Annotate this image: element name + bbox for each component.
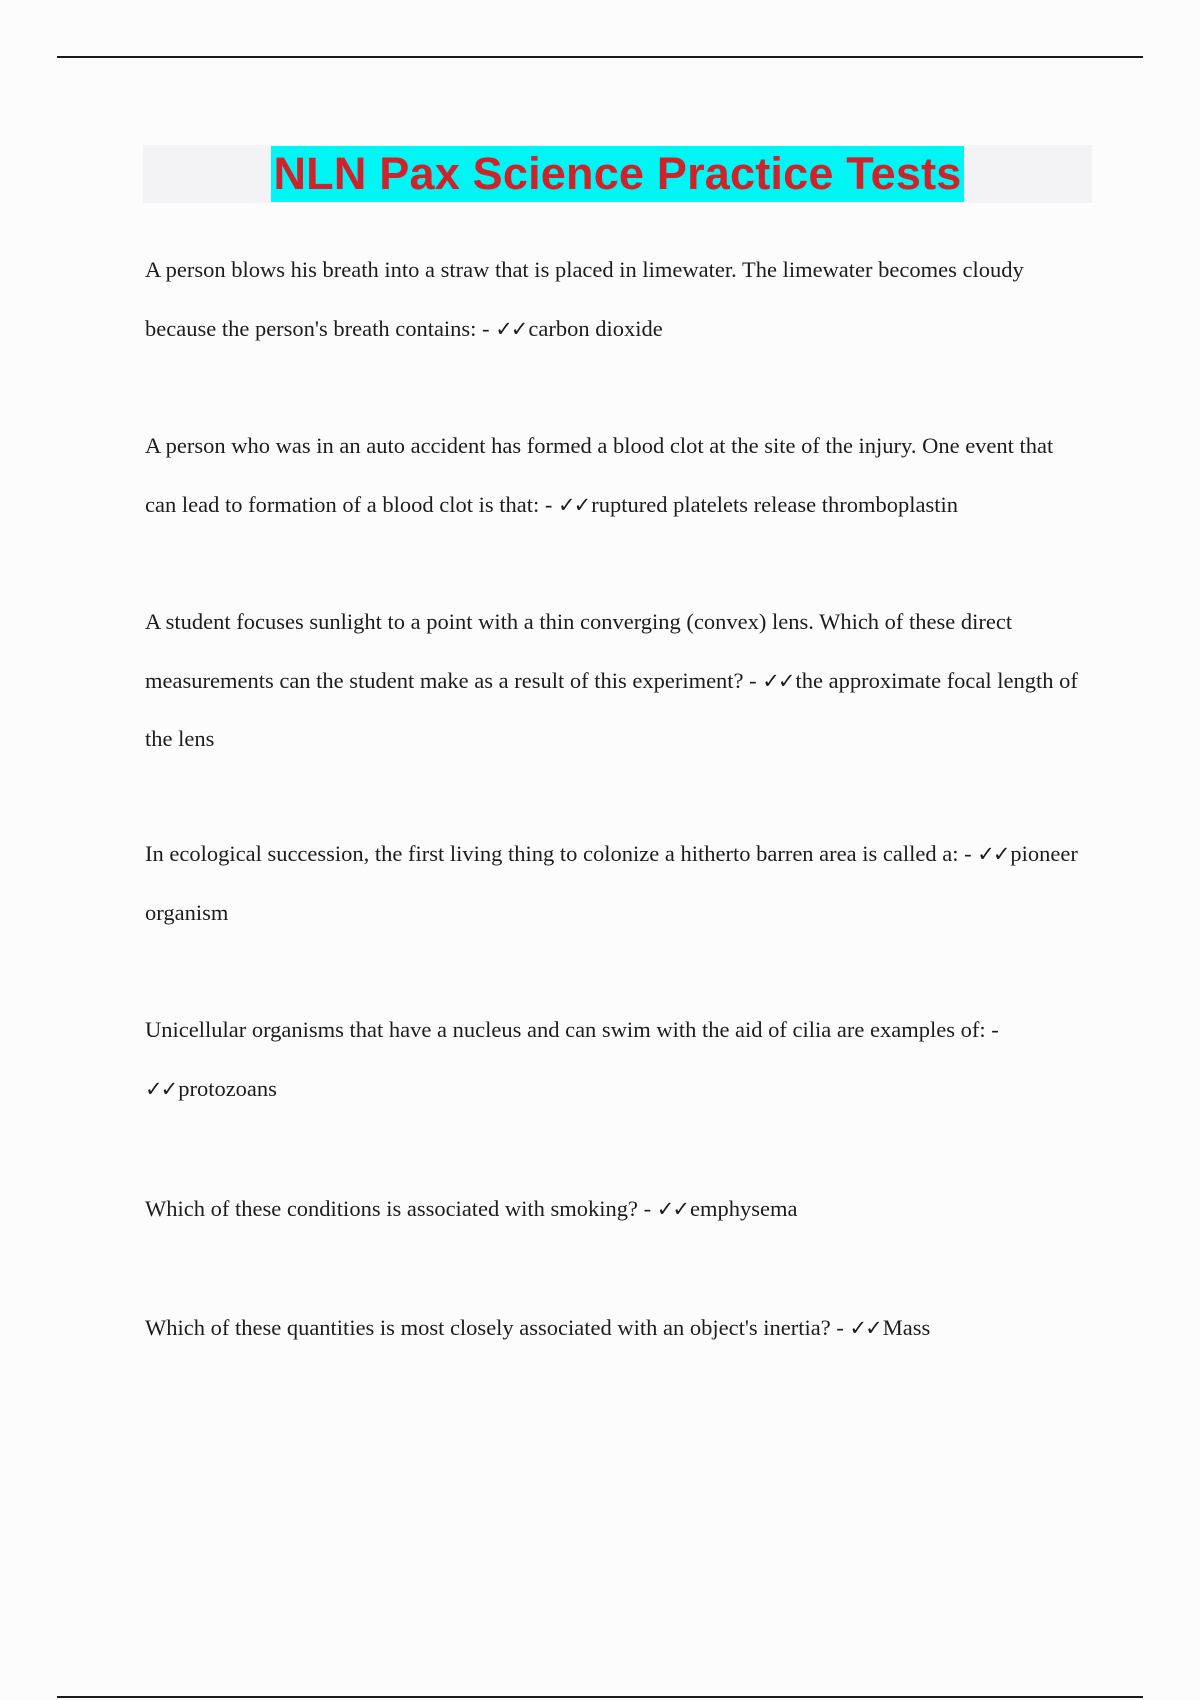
answer-text: protozoans <box>178 1075 277 1101</box>
page-title: NLN Pax Science Practice Tests <box>271 146 963 202</box>
qa-item <box>145 1180 1090 1239</box>
double-check-icon: ✓✓ <box>762 668 794 693</box>
answer-text: Mass <box>882 1315 931 1340</box>
qa-item <box>145 417 1090 534</box>
answer-text: the approximate focal length of the lens <box>145 667 1078 751</box>
qa-item <box>145 593 1090 769</box>
top-rule <box>57 56 1143 58</box>
double-check-icon: ✓✓ <box>849 1316 881 1340</box>
question-text: A person who was in an auto accident has formed a blood clot at the site of the injury. One event that can lead to formation of a blood clot is that: - <box>145 433 1054 517</box>
answer-text: emphysema <box>689 1196 798 1221</box>
question-text: In ecological succession, the first living thing to colonize a hitherto barren area is called a: - <box>145 841 978 866</box>
qa-item <box>145 825 1090 942</box>
question-text: A person blows his breath into a straw that is placed in limewater. The limewater becomes cloudy because the person's breath contains: - <box>145 257 1024 341</box>
question-text: A student focuses sunlight to a point with a thin converging (convex) lens. Which of these direct measurements can the student make as a result of this experiment? - <box>145 609 1013 693</box>
answer-text: carbon dioxide <box>528 315 663 341</box>
question-text: Which of these quantities is most closely associated with an object's inertia? - <box>145 1315 850 1340</box>
qa-item <box>145 1299 1090 1358</box>
question-text: Unicellular organisms that have a nucleus and can swim with the aid of cilia are examples of: - <box>145 1017 999 1042</box>
qa-item <box>145 1001 1090 1118</box>
qa-item <box>145 241 1090 358</box>
question-text: Which of these conditions is associated with smoking? - <box>145 1196 657 1221</box>
answer-text: pioneer organism <box>145 841 1078 925</box>
double-check-icon: ✓✓ <box>145 1076 177 1101</box>
bottom-rule <box>57 1696 1143 1698</box>
double-check-icon: ✓✓ <box>656 1197 688 1221</box>
title-band <box>143 145 1092 203</box>
double-check-icon: ✓✓ <box>495 316 527 341</box>
double-check-icon: ✓✓ <box>558 492 590 517</box>
double-check-icon: ✓✓ <box>977 842 1009 866</box>
answer-text: ruptured platelets release thromboplastin <box>591 491 958 517</box>
